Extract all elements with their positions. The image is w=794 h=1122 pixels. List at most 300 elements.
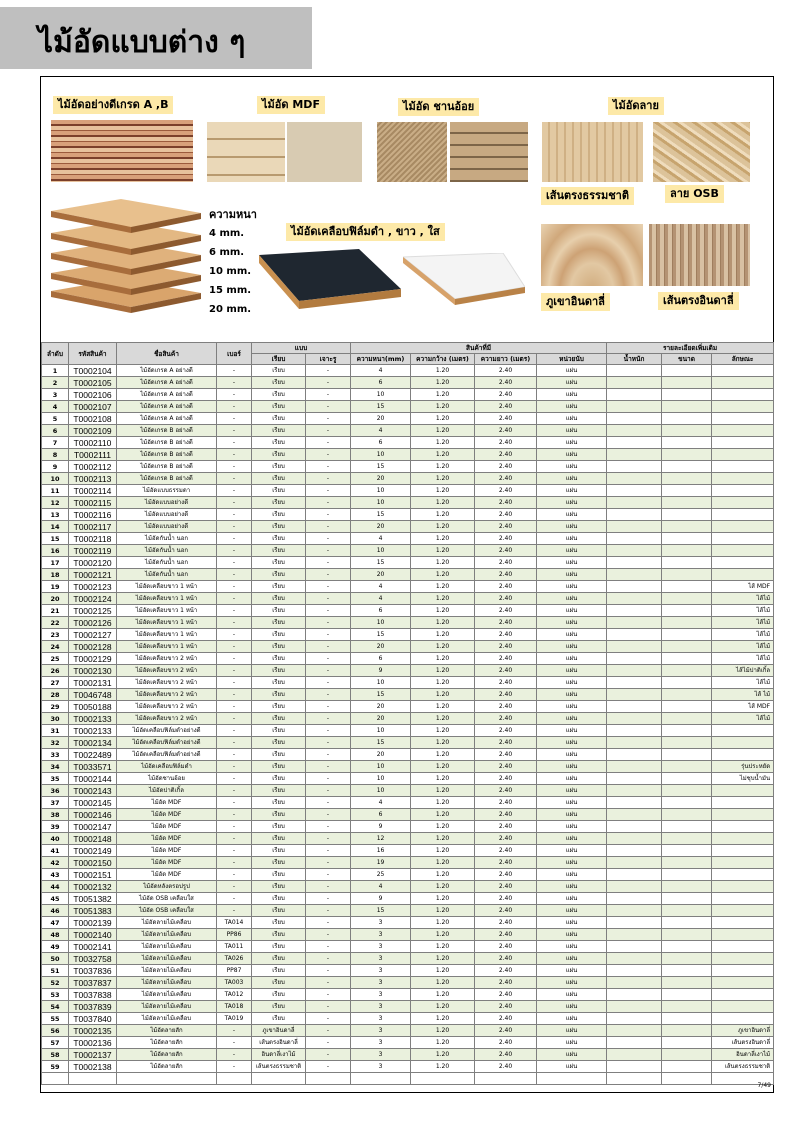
table-cell: เรียบ	[252, 857, 306, 869]
table-cell: แผ่น	[537, 713, 607, 725]
table-cell: 2.40	[475, 425, 537, 437]
table-cell: เรียบ	[252, 401, 306, 413]
table-cell: 20	[351, 569, 411, 581]
table-cell: แผ่น	[537, 929, 607, 941]
table-cell	[662, 461, 712, 473]
table-cell: -	[306, 425, 351, 437]
table-cell: T0002145	[69, 797, 117, 809]
table-cell: แผ่น	[537, 533, 607, 545]
table-row	[42, 593, 774, 605]
table-cell	[662, 545, 712, 557]
table-cell: ไม้อัดเคลือบขาว 1 หน้า	[117, 593, 217, 605]
table-cell: -	[217, 857, 252, 869]
table-cell: แผ่น	[537, 653, 607, 665]
table-cell: ไม้อัดเกรด B อย่างดี	[117, 461, 217, 473]
label-pattern: ไม้อัดลาย	[608, 97, 664, 115]
table-cell: 25	[42, 653, 69, 665]
table-cell	[662, 845, 712, 857]
table-cell: T0002125	[69, 605, 117, 617]
thickness-value: 15 mm.	[209, 285, 252, 296]
table-cell: 27	[42, 677, 69, 689]
table-cell: T0037836	[69, 965, 117, 977]
table-row	[42, 881, 774, 893]
table-cell	[662, 473, 712, 485]
table-cell: 2.40	[475, 413, 537, 425]
table-cell: 3	[351, 1061, 411, 1073]
table-cell: ไม้อัดกันน้ำ นอก	[117, 533, 217, 545]
table-cell: -	[306, 821, 351, 833]
table-cell	[662, 701, 712, 713]
table-cell: 49	[42, 941, 69, 953]
table-cell: T0002110	[69, 437, 117, 449]
table-cell: -	[217, 473, 252, 485]
table-cell: T0002123	[69, 581, 117, 593]
product-photo-area	[41, 77, 773, 343]
table-cell: แผ่น	[537, 785, 607, 797]
table-cell: 2.40	[475, 641, 537, 653]
chanoy-surface-photo	[377, 122, 447, 182]
table-cell: 1.20	[411, 641, 475, 653]
table-cell: -	[217, 785, 252, 797]
table-cell	[662, 677, 712, 689]
table-cell: เรียบ	[252, 449, 306, 461]
table-cell: -	[217, 641, 252, 653]
table-cell	[712, 1001, 774, 1013]
table-cell	[662, 809, 712, 821]
table-cell	[662, 965, 712, 977]
table-cell	[607, 425, 662, 437]
col-header-no: ลำดับ	[42, 343, 69, 365]
table-cell: เส้นตรงธรรมชาติ	[712, 1061, 774, 1073]
table-cell: 34	[42, 761, 69, 773]
table-cell: 1.20	[411, 605, 475, 617]
table-cell	[662, 749, 712, 761]
table-cell: 39	[42, 821, 69, 833]
table-cell: T0002133	[69, 713, 117, 725]
table-cell: -	[217, 833, 252, 845]
table-cell: 48	[42, 929, 69, 941]
col-header-name: ชื่อสินค้า	[117, 343, 217, 365]
table-cell: ไส้ไม้	[712, 593, 774, 605]
table-cell: -	[217, 617, 252, 629]
table-cell	[607, 881, 662, 893]
table-cell	[607, 1073, 662, 1085]
table-cell	[607, 449, 662, 461]
table-cell: ไม้อัดเกรด A อย่างดี	[117, 401, 217, 413]
table-cell: 41	[42, 845, 69, 857]
table-cell: เรียบ	[252, 581, 306, 593]
table-cell: -	[306, 377, 351, 389]
table-cell	[712, 473, 774, 485]
table-cell: ไม้อัดเกรด A อย่างดี	[117, 389, 217, 401]
table-cell: 1.20	[411, 533, 475, 545]
table-cell: แผ่น	[537, 413, 607, 425]
table-cell: 1.20	[411, 425, 475, 437]
table-cell: 15	[351, 737, 411, 749]
table-cell	[662, 905, 712, 917]
table-cell: ไส้ไม้	[712, 641, 774, 653]
table-cell: 2.40	[475, 1049, 537, 1061]
table-cell: -	[306, 401, 351, 413]
table-cell	[662, 725, 712, 737]
table-cell: 20	[351, 521, 411, 533]
table-cell: เรียบ	[252, 737, 306, 749]
table-cell: 19	[42, 581, 69, 593]
table-cell: เรียบ	[252, 533, 306, 545]
table-cell: เรียบ	[252, 953, 306, 965]
table-cell: T0002135	[69, 1025, 117, 1037]
table-cell: 1.20	[411, 581, 475, 593]
table-cell: 1.20	[411, 989, 475, 1001]
table-cell: ไส้ไม้	[712, 653, 774, 665]
table-cell	[607, 617, 662, 629]
table-cell: เรียบ	[252, 641, 306, 653]
table-cell: 2.40	[475, 629, 537, 641]
table-cell: 1.20	[411, 521, 475, 533]
table-cell: 1.20	[411, 821, 475, 833]
table-cell: ไม้อัด MDF	[117, 797, 217, 809]
table-cell: 1.20	[411, 761, 475, 773]
table-cell	[607, 545, 662, 557]
table-cell: ไม้อัดเกรด A อย่างดี	[117, 413, 217, 425]
thickness-heading: ความหนา	[209, 208, 257, 221]
table-cell: 6	[351, 809, 411, 821]
table-cell: T0002131	[69, 677, 117, 689]
table-row	[42, 377, 774, 389]
label-grade-ab: ไม้อัดอย่างดีเกรด A ,B	[53, 96, 173, 114]
table-cell: แผ่น	[537, 773, 607, 785]
table-cell: รุ่นประหยัด	[712, 761, 774, 773]
table-cell: 2.40	[475, 809, 537, 821]
table-cell	[607, 857, 662, 869]
table-cell: ไม้อัดกันน้ำ นอก	[117, 557, 217, 569]
table-cell: ไส้ไม้	[712, 713, 774, 725]
table-cell	[662, 521, 712, 533]
table-cell: T0002130	[69, 665, 117, 677]
table-cell	[662, 857, 712, 869]
table-cell: 52	[42, 977, 69, 989]
table-cell: 3	[351, 1049, 411, 1061]
table-cell: T0002147	[69, 821, 117, 833]
table-cell: -	[217, 581, 252, 593]
table-cell	[712, 797, 774, 809]
table-cell	[662, 1025, 712, 1037]
table-cell	[607, 1001, 662, 1013]
table-cell	[607, 569, 662, 581]
table-cell	[607, 953, 662, 965]
table-cell: -	[217, 509, 252, 521]
table-cell: -	[306, 1061, 351, 1073]
table-cell: เรียบ	[252, 437, 306, 449]
table-row	[42, 797, 774, 809]
table-cell: -	[306, 953, 351, 965]
table-cell: 2.40	[475, 485, 537, 497]
table-cell: เรียบ	[252, 809, 306, 821]
table-row	[42, 677, 774, 689]
table-cell: ไม้อัดเคลือบฟิล์มดำ	[117, 761, 217, 773]
table-cell	[712, 917, 774, 929]
thickness-value: 4 mm.	[209, 228, 245, 239]
table-cell	[712, 485, 774, 497]
table-cell	[607, 401, 662, 413]
table-cell: 3	[351, 941, 411, 953]
table-cell: เรียบ	[252, 965, 306, 977]
table-cell	[607, 581, 662, 593]
table-row	[42, 737, 774, 749]
table-cell: T0002139	[69, 917, 117, 929]
table-cell: -	[306, 593, 351, 605]
table-cell: 1.20	[411, 413, 475, 425]
table-cell: 1.20	[411, 737, 475, 749]
table-cell: -	[306, 641, 351, 653]
table-cell: ไม้อัดลายสัก	[117, 1061, 217, 1073]
table-cell: 21	[42, 605, 69, 617]
table-cell	[117, 1073, 217, 1085]
table-cell: -	[306, 845, 351, 857]
table-cell: เรียบ	[252, 773, 306, 785]
table-cell: เรียบ	[252, 989, 306, 1001]
table-cell: 2.40	[475, 905, 537, 917]
table-row	[42, 1049, 774, 1061]
table-cell	[475, 1073, 537, 1085]
table-row	[42, 869, 774, 881]
table-cell: 28	[42, 689, 69, 701]
table-cell: ไม้อัดลายสัก	[117, 1025, 217, 1037]
table-cell	[662, 1061, 712, 1073]
table-cell: แผ่น	[537, 593, 607, 605]
table-cell: ไม้อัด MDF	[117, 869, 217, 881]
table-cell: แผ่น	[537, 425, 607, 437]
table-cell: -	[217, 605, 252, 617]
table-cell: 15	[351, 557, 411, 569]
table-cell: 9	[351, 665, 411, 677]
table-cell: 4	[351, 797, 411, 809]
table-cell: 20	[351, 473, 411, 485]
table-cell: 56	[42, 1025, 69, 1037]
table-cell: -	[306, 977, 351, 989]
table-cell	[607, 641, 662, 653]
table-cell: 1.20	[411, 677, 475, 689]
table-cell: แผ่น	[537, 701, 607, 713]
table-cell	[607, 965, 662, 977]
table-cell: 2.40	[475, 497, 537, 509]
table-cell: 10	[351, 545, 411, 557]
table-cell: แผ่น	[537, 377, 607, 389]
table-cell: เรียบ	[252, 917, 306, 929]
table-cell: -	[306, 857, 351, 869]
table-cell: เรียบ	[252, 377, 306, 389]
table-cell: -	[217, 401, 252, 413]
table-cell: 16	[351, 845, 411, 857]
table-cell: 3	[351, 1037, 411, 1049]
table-cell	[607, 761, 662, 773]
table-cell: -	[306, 917, 351, 929]
table-cell	[607, 485, 662, 497]
table-cell: T0022489	[69, 749, 117, 761]
table-cell: 1.20	[411, 1001, 475, 1013]
table-cell: ไส้ไม้	[712, 629, 774, 641]
table-cell: 53	[42, 989, 69, 1001]
table-cell: TA011	[217, 941, 252, 953]
table-cell: 32	[42, 737, 69, 749]
table-row	[42, 581, 774, 593]
table-cell: -	[306, 449, 351, 461]
table-cell	[607, 725, 662, 737]
table-cell: 1.20	[411, 809, 475, 821]
table-cell: 1.20	[411, 485, 475, 497]
table-cell: T0037838	[69, 989, 117, 1001]
table-cell: ไม้อัดเกรด B อย่างดี	[117, 449, 217, 461]
table-cell: -	[306, 989, 351, 1001]
table-cell: T0002140	[69, 929, 117, 941]
table-cell	[662, 689, 712, 701]
table-cell	[662, 917, 712, 929]
table-cell	[712, 725, 774, 737]
table-cell: 20	[42, 593, 69, 605]
table-cell: 36	[42, 785, 69, 797]
table-cell: 4	[351, 881, 411, 893]
table-cell	[607, 989, 662, 1001]
label-natural: เส้นตรงธรรมชาติ	[541, 187, 634, 205]
table-cell: 20	[351, 701, 411, 713]
table-cell: -	[306, 473, 351, 485]
table-cell: ไม้อัดปาติเกิ้ล	[117, 785, 217, 797]
table-cell: ไส้ ไม้	[712, 689, 774, 701]
table-cell: 2.40	[475, 533, 537, 545]
table-row	[42, 821, 774, 833]
table-cell: 3	[351, 1013, 411, 1025]
table-cell	[712, 377, 774, 389]
table-cell: เรียบ	[252, 785, 306, 797]
white-film-sheet-photo	[403, 253, 525, 311]
table-cell: 29	[42, 701, 69, 713]
table-cell: แผ่น	[537, 977, 607, 989]
table-cell	[607, 677, 662, 689]
table-cell: -	[306, 557, 351, 569]
table-cell	[662, 737, 712, 749]
table-cell	[712, 365, 774, 377]
table-cell: 1.20	[411, 845, 475, 857]
table-cell: เรียบ	[252, 929, 306, 941]
table-cell: 2.40	[475, 749, 537, 761]
table-cell: -	[306, 617, 351, 629]
table-cell: แผ่น	[537, 1037, 607, 1049]
table-cell: 33	[42, 749, 69, 761]
table-cell: 2.40	[475, 677, 537, 689]
table-row	[42, 665, 774, 677]
table-cell: -	[217, 689, 252, 701]
table-cell	[712, 557, 774, 569]
table-cell: 10	[42, 473, 69, 485]
thickness-value: 6 mm.	[209, 247, 245, 258]
page-title: ไม้อัดแบบต่าง ๆ	[38, 25, 246, 60]
table-row	[42, 629, 774, 641]
table-cell: ไม้อัด MDF	[117, 821, 217, 833]
table-cell: แผ่น	[537, 617, 607, 629]
table-row	[42, 1061, 774, 1073]
table-cell: ไส้ไม้ปาติเกิ้ล	[712, 665, 774, 677]
table-cell	[607, 437, 662, 449]
table-cell	[712, 821, 774, 833]
table-cell: T0002113	[69, 473, 117, 485]
table-cell: -	[217, 533, 252, 545]
table-cell: T0002114	[69, 485, 117, 497]
table-row	[42, 473, 774, 485]
table-cell: 10	[351, 773, 411, 785]
table-cell: แผ่น	[537, 437, 607, 449]
table-cell: เรียบ	[252, 905, 306, 917]
table-cell: 2.40	[475, 833, 537, 845]
table-cell	[607, 797, 662, 809]
table-cell: เรียบ	[252, 725, 306, 737]
table-cell: 1.20	[411, 905, 475, 917]
table-cell: T0002148	[69, 833, 117, 845]
table-cell: เรียบ	[252, 1013, 306, 1025]
table-cell	[607, 869, 662, 881]
table-cell: 1.20	[411, 929, 475, 941]
col-header-perforated: เจาะรู	[306, 354, 351, 365]
table-cell	[662, 869, 712, 881]
table-cell: 1.20	[411, 725, 475, 737]
table-cell: แผ่น	[537, 905, 607, 917]
table-cell: ไม้อัดลายไม้เคลือบ	[117, 989, 217, 1001]
table-cell: 1.20	[411, 941, 475, 953]
table-cell: -	[217, 653, 252, 665]
table-cell: -	[306, 509, 351, 521]
table-cell	[712, 833, 774, 845]
table-cell: 38	[42, 809, 69, 821]
table-cell: ไม้อัดลายไม้เคลือบ	[117, 977, 217, 989]
table-cell: 1.20	[411, 917, 475, 929]
table-cell: 1.20	[411, 857, 475, 869]
table-cell: -	[217, 713, 252, 725]
table-cell: 1.20	[411, 497, 475, 509]
table-cell: ภูเขาอินดาลี่	[712, 1025, 774, 1037]
table-cell: -	[306, 437, 351, 449]
table-cell	[607, 365, 662, 377]
col-header-number: เบอร์	[217, 343, 252, 365]
table-cell: -	[217, 809, 252, 821]
table-cell: T0002111	[69, 449, 117, 461]
table-cell: 2.40	[475, 617, 537, 629]
table-cell: T0002137	[69, 1049, 117, 1061]
table-cell: แผ่น	[537, 965, 607, 977]
table-cell: PP86	[217, 929, 252, 941]
table-cell: 12	[42, 497, 69, 509]
table-cell: ไม้อัดเคลือบขาว 1 หน้า	[117, 605, 217, 617]
table-cell: ไม้อัด OSB เคลือบใส	[117, 893, 217, 905]
table-cell: 37	[42, 797, 69, 809]
table-cell: เรียบ	[252, 617, 306, 629]
table-cell: ไม้อัด OSB เคลือบใส	[117, 905, 217, 917]
table-cell: เรียบ	[252, 425, 306, 437]
table-cell: แผ่น	[537, 569, 607, 581]
table-cell: -	[306, 1025, 351, 1037]
table-cell	[662, 833, 712, 845]
table-row	[42, 989, 774, 1001]
table-cell: แผ่น	[537, 449, 607, 461]
table-cell	[607, 497, 662, 509]
table-row	[42, 497, 774, 509]
table-cell	[607, 1025, 662, 1037]
table-cell	[712, 569, 774, 581]
table-row	[42, 1013, 774, 1025]
table-cell	[607, 557, 662, 569]
table-cell: 59	[42, 1061, 69, 1073]
table-cell	[712, 965, 774, 977]
table-cell: ไม้อัดแบบอย่างดี	[117, 497, 217, 509]
table-cell: 1.20	[411, 509, 475, 521]
